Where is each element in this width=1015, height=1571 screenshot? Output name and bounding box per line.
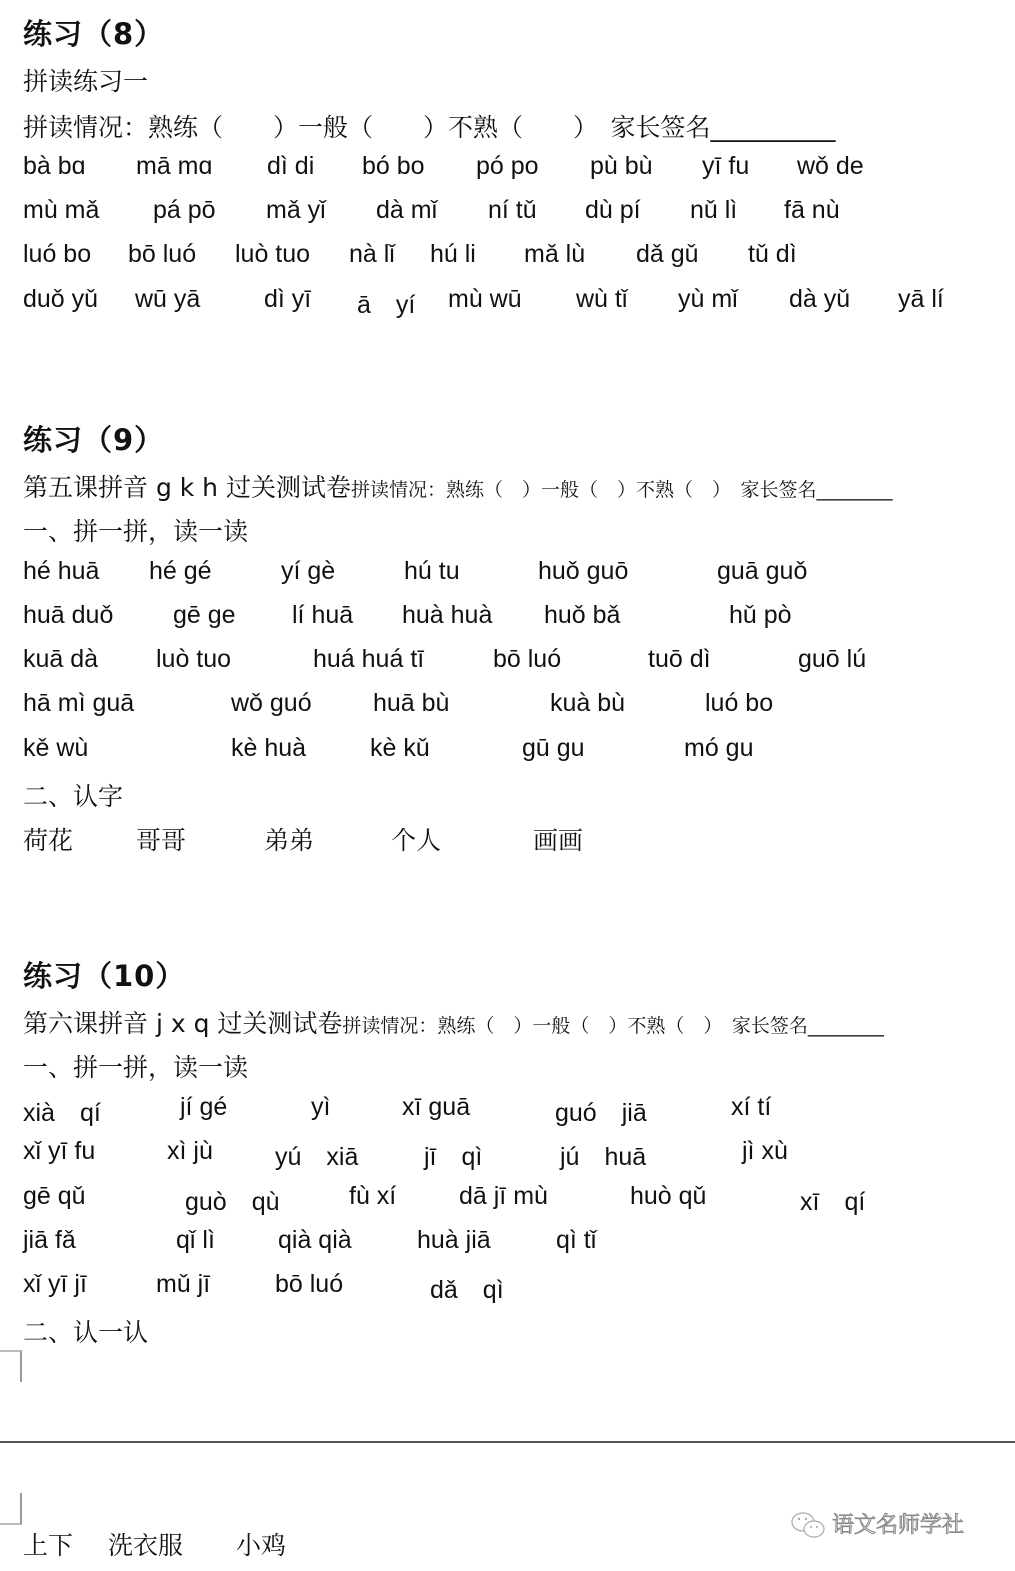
page-corner-mark [0,1493,22,1525]
pinyin-item: jiā fǎ [23,1226,76,1254]
pinyin-item: mǔ jī [156,1270,211,1298]
pinyin-item: luó bo [23,240,92,268]
section-10-status-line: 拼读情况：熟练（ ）一般（ ）不熟（ ） 家长签名________ [342,1015,884,1037]
pinyin-item: kě wù [23,734,89,762]
pinyin-item: qì tǐ [556,1226,597,1254]
pinyin-item: xī qí [800,1188,866,1216]
pinyin-item: xià qí [23,1099,101,1127]
pinyin-item: huǒ guō [538,557,629,585]
pinyin-item: qià qià [278,1226,352,1254]
pinyin-item: gū gu [522,734,585,762]
pinyin-item: huá huá tī [313,645,425,673]
pinyin-item: tǔ dì [748,240,797,268]
pinyin-item: pù bù [590,152,653,180]
pinyin-item: fù xí [349,1182,397,1210]
pinyin-item: mǎ lù [524,240,586,268]
pinyin-item: bō luó [275,1270,344,1298]
pinyin-item: kuà bù [550,689,626,717]
section-10-subtitle [23,1004,884,1040]
pinyin-item: mó gu [684,734,754,762]
pinyin-item: hú tu [404,557,460,585]
pinyin-item: huǒ bǎ [544,601,621,629]
watermark [790,1508,964,1539]
pinyin-item: dā jī mù [459,1182,548,1210]
section-8-title: 练习（8） [23,17,165,51]
pinyin-item: gē ge [173,601,236,629]
section-9-part1-heading: 一、拼一拼，读一读 [23,517,249,546]
pinyin-item: jī qì [424,1143,483,1171]
char-item: 小鸡 [236,1531,287,1560]
pinyin-item: mā mɑ [136,152,213,180]
char-item: 弟弟 [264,826,315,855]
pinyin-item: pá pō [153,196,216,224]
pinyin-item: xì jù [167,1137,213,1165]
pinyin-item: hé gé [149,557,212,585]
section-10-part2-heading: 二、认一认 [23,1318,149,1347]
pinyin-item: wǒ de [797,152,864,180]
pinyin-item: dì yī [264,285,312,313]
pinyin-item: huò qǔ [630,1182,707,1210]
section-9-part2-heading: 二、认字 [23,782,124,811]
pinyin-item: guā guǒ [717,557,808,585]
page-corner-mark [0,1350,22,1382]
pinyin-item: hǔ pò [729,601,792,629]
pinyin-item: gē qǔ [23,1182,86,1210]
pinyin-item: lí huā [292,601,354,629]
pinyin-item: bó bo [362,152,425,180]
section-9-status-line: 拼读情况：熟练（ ）一般（ ）不熟（ ） 家长签名________ [350,479,893,501]
pinyin-item: dà yǔ [789,285,851,313]
page-break-divider [0,1441,1015,1443]
pinyin-item: wū yā [135,285,201,313]
watermark-text: 语文名师学社 [832,1513,965,1538]
pinyin-item: huà huà [402,601,493,629]
pinyin-item: qǐ lì [176,1226,215,1254]
pinyin-item: ní tǔ [488,196,537,224]
pinyin-item: mù mǎ [23,196,100,224]
pinyin-item: huā duǒ [23,601,114,629]
pinyin-item: luò tuo [156,645,232,673]
section-10-subtitle-main: 第六课拼音 j x q 过关测试卷 [23,1009,343,1038]
pinyin-item: xí tí [731,1093,772,1121]
pinyin-item: luó bo [705,689,774,717]
pinyin-item: duǒ yǔ [23,285,99,313]
char-item: 个人 [391,826,442,855]
pinyin-item: mù wū [448,285,522,313]
pinyin-item: nà lǐ [349,240,395,268]
pinyin-item: bō luó [493,645,562,673]
section-10-title: 练习（10） [23,959,186,993]
pinyin-item: kè huà [231,734,307,762]
pinyin-item: yú xiā [275,1143,359,1171]
pinyin-item: jú huā [560,1143,647,1171]
pinyin-item: yì [311,1093,331,1121]
pinyin-item: dù pí [585,196,641,224]
pinyin-item: dà mǐ [376,196,438,224]
pinyin-item: yí gè [281,557,336,585]
section-8-subtitle: 拼读练习一 [23,67,149,96]
section-10-part1-heading: 一、拼一拼，读一读 [23,1053,249,1082]
char-item: 荷花 [23,826,74,855]
pinyin-item: tuō dì [648,645,711,673]
pinyin-item: fā nù [784,196,840,224]
section-9-subtitle-main: 第五课拼音 g k h 过关测试卷 [23,473,351,502]
pinyin-item: luò tuo [235,240,311,268]
section-8-status-line: 拼读情况：熟练（ ）一般（ ）不熟（ ） 家长签名__________ [23,113,836,142]
pinyin-item: dì di [267,152,315,180]
pinyin-item: yù mǐ [678,285,738,313]
section-9-title: 练习（9） [23,423,165,457]
pinyin-item: dǎ gǔ [636,240,699,268]
pinyin-item: wǒ guó [231,689,312,717]
pinyin-item: mǎ yǐ [266,196,326,224]
char-item: 画画 [533,826,584,855]
char-item: 哥哥 [136,826,187,855]
pinyin-item: guó jiā [555,1099,647,1127]
pinyin-item: dǎ qì [430,1276,504,1304]
pinyin-item: guō lú [798,645,867,673]
pinyin-item: yā lí [898,285,944,313]
pinyin-item: kuā dà [23,645,99,673]
pinyin-item: yī fu [702,152,750,180]
pinyin-item: xǐ yī jī [23,1270,87,1298]
pinyin-item: bà bɑ [23,152,86,180]
pinyin-item: xī guā [402,1093,471,1121]
pinyin-item: hé huā [23,557,100,585]
pinyin-item: nǔ lì [690,196,738,224]
pinyin-item: jì xù [742,1137,788,1165]
pinyin-item: ā yí [357,291,416,319]
pinyin-item: hā mì guā [23,689,135,717]
pinyin-item: huà jiā [417,1226,491,1254]
pinyin-item: kè kǔ [370,734,430,762]
wechat-icon [790,1511,824,1537]
pinyin-item: jí gé [180,1093,228,1121]
section-9-subtitle [23,468,893,504]
pinyin-item: pó po [476,152,539,180]
pinyin-item: wù tǐ [576,285,628,313]
pinyin-item: bō luó [128,240,197,268]
pinyin-item: xǐ yī fu [23,1137,96,1165]
pinyin-item: hú li [430,240,476,268]
pinyin-item: huā bù [373,689,450,717]
char-item: 洗衣服 [108,1531,184,1560]
char-item: 上下 [23,1531,74,1560]
pinyin-item: guò qù [185,1188,280,1216]
